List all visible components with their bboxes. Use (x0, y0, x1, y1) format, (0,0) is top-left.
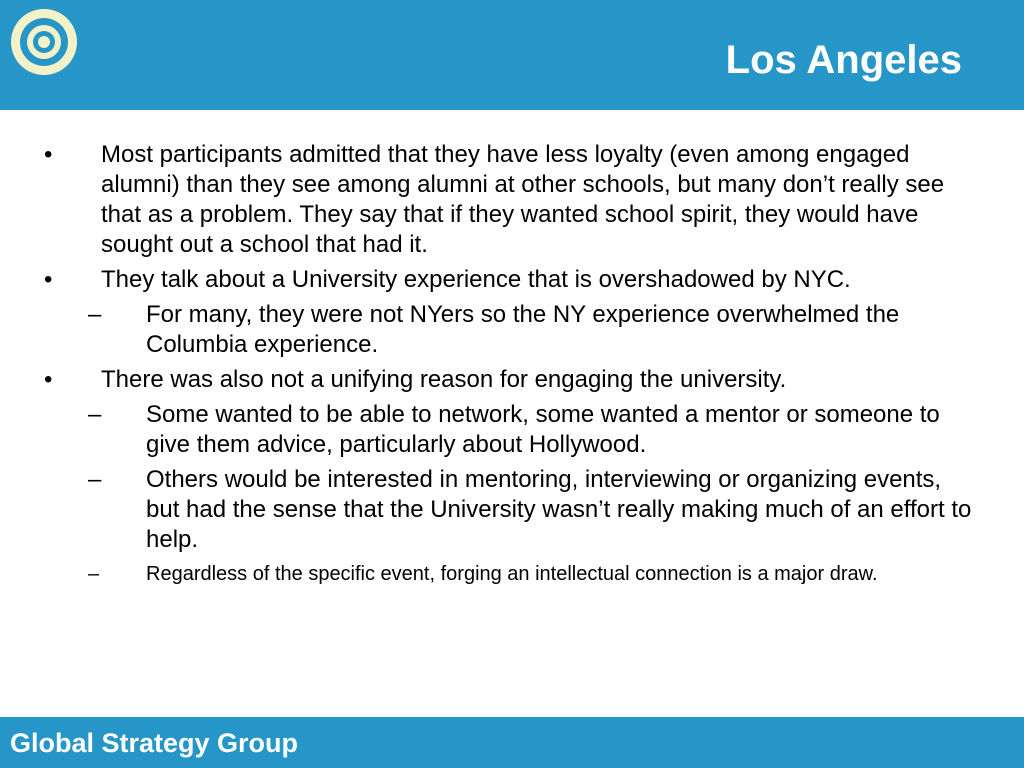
sub-bullet-text: For many, they were not NYers so the NY experience overwhelmed the Columbia experience. (146, 301, 900, 358)
dash-marker: – (88, 563, 100, 585)
bullet-text: There was also not a unifying reason for engaging the university. (101, 366, 787, 393)
sub-bullet-item (0, 465, 981, 555)
sub-bullet-item (0, 400, 981, 460)
company-name: Global Strategy Group (10, 728, 299, 758)
bullet-item (0, 140, 981, 260)
bullet-item (0, 265, 981, 295)
slide-body (0, 140, 1024, 589)
footer-bar (0, 717, 1024, 768)
sub-bullet-item (0, 560, 966, 589)
target-rings-icon (10, 8, 78, 76)
sub-bullet-item (0, 300, 981, 360)
header-bar (0, 0, 1024, 110)
sub-bullet-text: Some wanted to be able to network, some wanted a mentor or someone to give them advice, particularly about Hollywood. (146, 401, 940, 458)
dash-marker: – (88, 301, 102, 328)
dash-marker: – (88, 466, 102, 493)
slide-title: Los Angeles (725, 38, 962, 82)
dash-marker: – (88, 401, 102, 428)
bullet-item (0, 365, 981, 395)
bullet-text: Most participants admitted that they have less loyalty (even among engaged alumni) than they see among alumni at other schools, but many don’t really see that as a problem. They say that if they wanted school spirit, they would have sought out a school that had it. (101, 141, 945, 258)
bullet-text: They talk about a University experience that is overshadowed by NYC. (101, 266, 851, 293)
sub-bullet-text: Others would be interested in mentoring, interviewing or organizing events, but had the sense that the University wasn’t really making much of an effort to help. (146, 466, 972, 553)
bullet-marker: • (44, 141, 53, 168)
bullet-marker: • (44, 266, 53, 293)
sub-bullet-text: Regardless of the specific event, forging an intellectual connection is a major draw. (146, 563, 878, 585)
bullet-marker: • (44, 366, 53, 393)
